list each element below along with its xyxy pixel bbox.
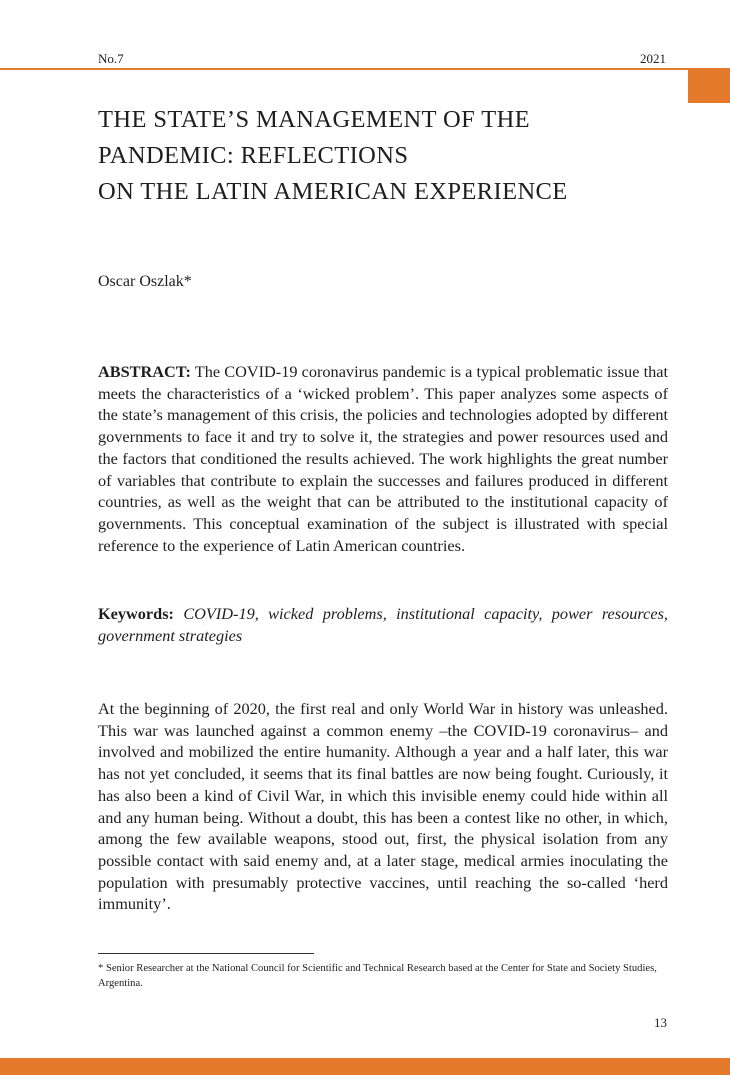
side-tab xyxy=(688,68,730,103)
abstract-label: ABSTRACT: xyxy=(98,362,191,381)
header-rule xyxy=(0,68,730,70)
title-line: ON THE LATIN AMERICAN EXPERIENCE xyxy=(98,178,568,205)
body-paragraph: At the beginning of 2020, the first real and only World War in history was unleashed. This war was launched against a common enemy –the COVID-19 coronavirus– and involved and mobilized the entire humanity. Although a year and a half later, this war has not yet concluded, it seems that its final battles are now being fought. Curiously, it has also been a kind of Civil War, in which this invisible enemy could hide within all and any human being. Without a doubt, this has been a contest like no other, in which, among the few available weapons, stood out, first, the physical isolation from any possible contact with said enemy and, at a later stage, medical armies inoculating the population with presumably protective vaccines, until reaching the so-called ‘herd immunity’. xyxy=(98,699,668,914)
footnote: * Senior Researcher at the National Council for Scientific and Technical Research based at the Center for State and Society Studies, Argentina. xyxy=(98,963,657,989)
bottom-bar xyxy=(0,1058,730,1075)
keywords-label: Keywords: xyxy=(98,604,174,623)
footnote-rule xyxy=(98,953,314,954)
keywords xyxy=(98,603,668,646)
paper-title xyxy=(98,102,688,210)
abstract-text: The COVID-19 coronavirus pandemic is a typical problematic issue that meets the characteristics of a ‘wicked problem’. This paper analyzes some aspects of the state’s management of this crisis, the policies and technologies adopted by different governments to face it and try to solve it, the strategies and power resources used and the factors that conditioned the results achieved. The work highlights the great number of variables that contribute to explain the successes and failures produced in different countries, as well as the weight that can be attributed to the institutional capacity of governments. This conceptual examination of the subject is illustrated with special reference to the experience of Latin American countries. xyxy=(98,362,668,555)
keywords-text: COVID-19, wicked problems, institutional capacity, power resources, government strategies xyxy=(98,604,668,645)
header-year: 2021 xyxy=(640,51,666,66)
abstract xyxy=(98,361,668,556)
title-line: THE STATE’S MANAGEMENT OF THE xyxy=(98,106,531,133)
page-number: 13 xyxy=(654,1015,667,1030)
title-line: PANDEMIC: REFLECTIONS xyxy=(98,142,409,169)
author-name: Oscar Oszlak* xyxy=(98,273,192,290)
header-issue: No.7 xyxy=(98,51,124,66)
